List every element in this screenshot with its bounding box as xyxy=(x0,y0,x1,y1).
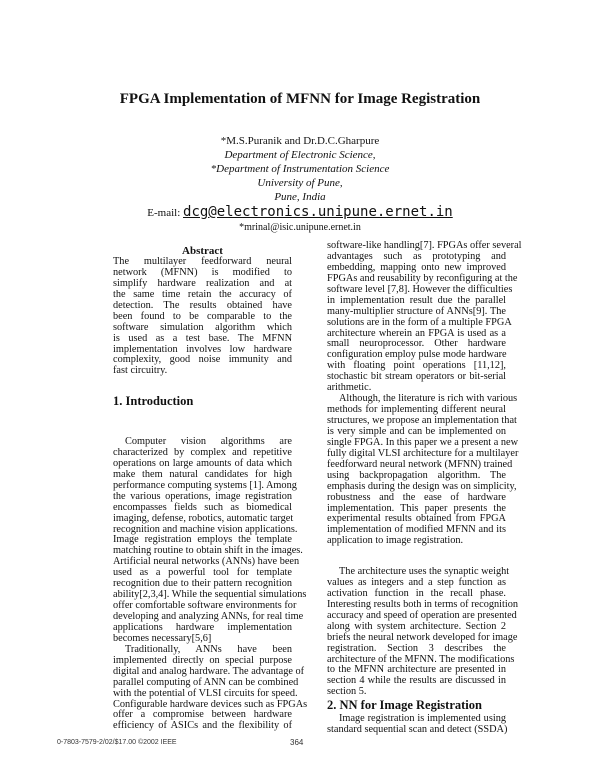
paragraph xyxy=(327,240,522,394)
text-line: efficiency of ASICs and the flexibility of xyxy=(113,720,292,732)
paragraph xyxy=(113,643,308,733)
text-line: in implementation result due the parallel xyxy=(327,294,506,306)
text-line: make them natural candidates for high xyxy=(113,468,292,480)
paragraph xyxy=(113,436,307,645)
text-line: robustness and the ease of hardware xyxy=(327,491,506,503)
section-2-heading: 2. NN for Image Registration xyxy=(327,698,482,712)
email-main-link[interactable]: dcg@electronics.unipune.ernet.in xyxy=(183,204,453,220)
text-line: implementation. This paper presents the xyxy=(327,502,506,514)
affiliation-4: Pune, India xyxy=(274,191,326,203)
text-line: values as integers and a step function as xyxy=(327,576,506,588)
text-line: structures, we propose an implementation that xyxy=(327,415,517,426)
text-line: operations on large amounts of data which xyxy=(113,457,292,469)
text-line: solutions are in the form of a multiple FPGA xyxy=(327,316,512,328)
introduction-heading: 1. Introduction xyxy=(113,394,194,408)
text-line: offer comfortable software environments for xyxy=(113,600,297,612)
text-line: configuration employ pulse mode hardware xyxy=(327,349,507,361)
paper-title: FPGA Implementation of MFNN for Image Registration xyxy=(119,91,481,107)
text-line: Although, the literature is rich with various xyxy=(339,393,518,405)
text-line: section 5. xyxy=(327,686,367,698)
author-block xyxy=(0,134,600,233)
affiliation-1: Department of Electronic Science, xyxy=(224,149,376,161)
text-line: characterized by complex and repetitive xyxy=(113,446,292,458)
text-line: applications hardware implementation xyxy=(113,621,292,633)
text-line: detection. The results obtained have xyxy=(113,299,292,311)
introduction-body xyxy=(113,436,308,732)
text-line: architecture wherein an FPGA is used as a xyxy=(327,327,506,339)
email-second: *mrinal@isic.unipune.ernet.in xyxy=(239,222,361,233)
text-line: standard sequential scan and detect (SSDA) xyxy=(327,723,508,735)
right-column-body-1 xyxy=(327,240,522,547)
affiliation-2: *Department of Instrumentation Science xyxy=(210,163,390,175)
text-line: been found to be comparable to the xyxy=(113,310,292,322)
text-line: FPGAs and reusability by reconfiguring at the xyxy=(327,272,518,284)
text-line: fully digital VLSI architecture for a multilayer xyxy=(327,447,519,459)
text-line: Computer vision algorithms are xyxy=(125,436,292,447)
text-line: performance computing systems [1]. Among xyxy=(113,479,297,491)
text-line: network (MFNN) is modified to xyxy=(113,266,292,278)
text-line: the same time retain the accuracy of xyxy=(113,288,292,300)
text-line: software level [7,8]. However the difficulties xyxy=(327,283,513,295)
text-line: accuracy and speed of operation are presented xyxy=(327,609,517,621)
text-line: offer a compromise between hardware xyxy=(113,709,292,721)
text-line: used as a powerful tool for template xyxy=(113,567,292,579)
text-line: experimental results obtained from FPGA xyxy=(327,513,506,525)
paragraph xyxy=(327,566,519,698)
text-line: is very simple and can be implemented on xyxy=(327,425,506,437)
text-line: ability[2,3,4]. While the sequential simulations xyxy=(113,589,307,601)
text-line: implementation involves low hardware xyxy=(113,343,292,355)
right-column-body-2 xyxy=(327,566,519,698)
text-line: feedforward neural network (MFNN) trained xyxy=(327,458,513,470)
text-line: using backpropagation algorithm. The xyxy=(327,469,506,481)
text-line: The multilayer feedforward neural xyxy=(113,256,292,267)
email-line xyxy=(0,204,600,222)
text-line: many-multiplier structure of ANNs[9]. The xyxy=(327,305,506,317)
text-line: Interesting results both in terms of recognition xyxy=(327,598,519,610)
text-line: complexity, good noise immunity and xyxy=(113,354,292,366)
paragraph xyxy=(327,393,519,547)
paragraph xyxy=(113,257,292,377)
text-line: stochastic bit stream operators or bit-serial xyxy=(327,371,506,383)
text-line: the various operations, image registration xyxy=(113,490,292,502)
text-line: recognition and machine vision applications. xyxy=(113,523,298,535)
text-line: briefs the neural network developed for image xyxy=(327,631,518,643)
text-line: matching routine to obtain shift in the images. xyxy=(113,545,303,557)
text-line: with the potential of VLSI circuits for speed. xyxy=(113,687,298,699)
text-line: section 4 while the results are discussed in xyxy=(327,675,506,687)
text-line: software-like handling[7]. FPGAs offer several xyxy=(327,240,522,251)
text-line: encompasses fields such as biomedical xyxy=(113,501,292,513)
text-line: embedding, mapping onto new improved xyxy=(327,261,506,273)
text-line: single FPGA. In this paper we a present a new xyxy=(327,436,519,448)
text-line: developing and analyzing ANNs, for real time xyxy=(113,611,304,622)
text-line: Image registration is implemented using xyxy=(339,713,506,724)
text-line: parallel computing of ANN can be combined xyxy=(113,676,299,688)
text-line: Artificial neural networks (ANNs) have been xyxy=(113,556,300,568)
text-line: becomes necessary[5,6] xyxy=(113,632,212,644)
text-line: implemented directly on special purpose xyxy=(113,654,292,666)
text-line: Traditionally, ANNs have been xyxy=(125,643,292,655)
text-line: advantages such as prototyping and xyxy=(327,250,506,262)
text-line: fast circuitry. xyxy=(113,365,168,377)
text-line: small neuroprocessor. Other hardware xyxy=(327,338,506,350)
text-line: simplify hardware realization and at xyxy=(113,277,292,289)
abstract-body xyxy=(113,257,292,377)
text-line: The architecture uses the synaptic weight xyxy=(339,566,510,577)
email-label: E-mail: xyxy=(147,207,181,219)
page-number: 364 xyxy=(290,738,304,747)
text-line: arithmetic. xyxy=(327,382,372,394)
text-line: activation function in the recall phase. xyxy=(327,587,506,599)
authors: *M.S.Puranik and Dr.D.C.Gharpure xyxy=(220,135,380,147)
text-line: is used as a test base. The MFNN xyxy=(113,332,292,344)
text-line: emphasis during the design was on simplicity, xyxy=(327,480,517,492)
text-line: application to image registration. xyxy=(327,535,464,547)
copyright-notice: 0-7803-7579-2/02/$17.00 ©2002 IEEE xyxy=(57,739,177,746)
text-line: along with system architecture. Section 2 xyxy=(327,620,506,632)
text-line: Configurable hardware devices such as FPGAs xyxy=(113,698,308,710)
section-2-body xyxy=(327,714,506,736)
text-line: Image registration employs the template xyxy=(113,534,292,546)
text-line: registration. Section 3 describes the xyxy=(327,642,506,654)
abstract-heading: Abstract xyxy=(182,245,223,257)
text-line: imaging, defense, robotics, automatic target xyxy=(113,512,294,524)
text-line: to the MFNN architecture are presented in xyxy=(327,664,506,676)
text-line: software simulation algorithm which xyxy=(113,321,292,333)
text-line: architecture of the MFNN. The modifications xyxy=(327,653,515,665)
paragraph xyxy=(327,714,506,736)
text-line: digital and analog hardware. The advantage of xyxy=(113,665,305,677)
affiliation-3: University of Pune, xyxy=(257,177,343,189)
text-line: implementation of modified MFNN and its xyxy=(327,524,506,536)
text-line: with floating point operations [11,12], xyxy=(327,360,506,372)
text-line: recognition due to their pattern recognition xyxy=(113,578,292,590)
text-line: methods for implementing different neural xyxy=(327,404,506,416)
